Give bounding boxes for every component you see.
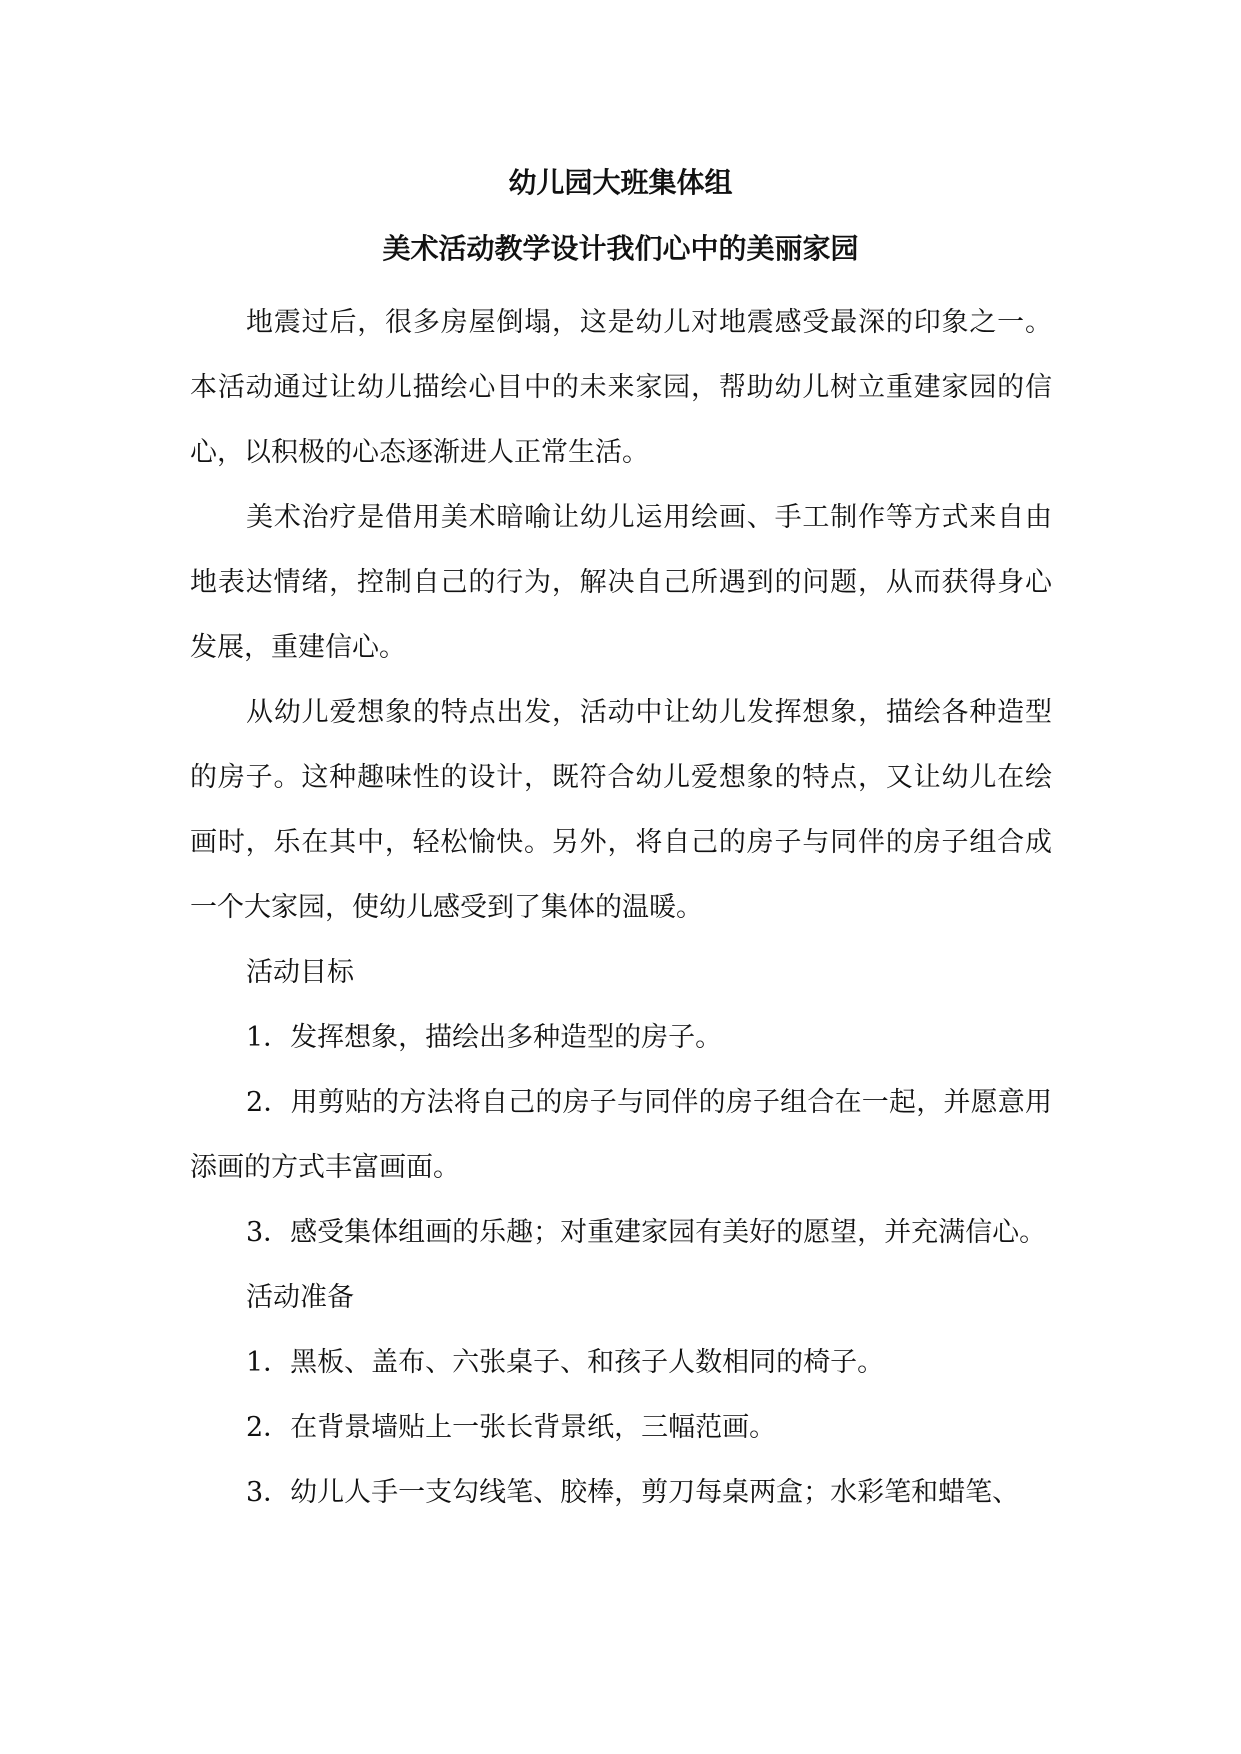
goal-item: 3．感受集体组画的乐趣；对重建家园有美好的愿望，并充满信心。 bbox=[246, 1217, 1047, 1248]
goal-item: 2．用剪贴的方法将自己的房子与同伴的房子组合在一起，并愿意用添画的方式丰富画面。 bbox=[190, 1087, 1052, 1183]
goal-item: 1．发挥想象，描绘出多种造型的房子。 bbox=[246, 1022, 723, 1053]
document-title: 幼儿园大班集体组 bbox=[508, 166, 733, 199]
goals-heading: 活动目标 bbox=[246, 957, 354, 988]
intro-paragraph: 从幼儿爱想象的特点出发，活动中让幼儿发挥想象，描绘各种造型的房子。这种趣味性的设计，既符合幼儿爱想象的特点，又让幼儿在绘画时，乐在其中，轻松愉快。另外，将自己的房子与同伴的房子组合成一个大家园，使幼儿感受到了集体的温暖。 bbox=[190, 697, 1052, 923]
intro-paragraph: 美术治疗是借用美术暗喻让幼儿运用绘画、手工制作等方式来自由地表达情绪，控制自己的行为，解决自己所遇到的问题，从而获得身心发展，重建信心。 bbox=[190, 502, 1052, 663]
preparation-item: 3．幼儿人手一支勾线笔、胶棒，剪刀每桌两盒；水彩笔和蜡笔、 bbox=[246, 1477, 1020, 1508]
document-subtitle: 美术活动教学设计我们心中的美丽家园 bbox=[382, 232, 859, 265]
preparation-heading: 活动准备 bbox=[246, 1282, 354, 1313]
preparation-item: 1．黑板、盖布、六张桌子、和孩子人数相同的椅子。 bbox=[246, 1347, 885, 1378]
preparation-item: 2．在背景墙贴上一张长背景纸，三幅范画。 bbox=[246, 1412, 777, 1443]
intro-paragraph: 地震过后，很多房屋倒塌，这是幼儿对地震感受最深的印象之一。本活动通过让幼儿描绘心目中的未来家园，帮助幼儿树立重建家园的信心，以积极的心态逐渐进人正常生活。 bbox=[190, 307, 1052, 468]
document-body bbox=[190, 290, 1052, 1525]
